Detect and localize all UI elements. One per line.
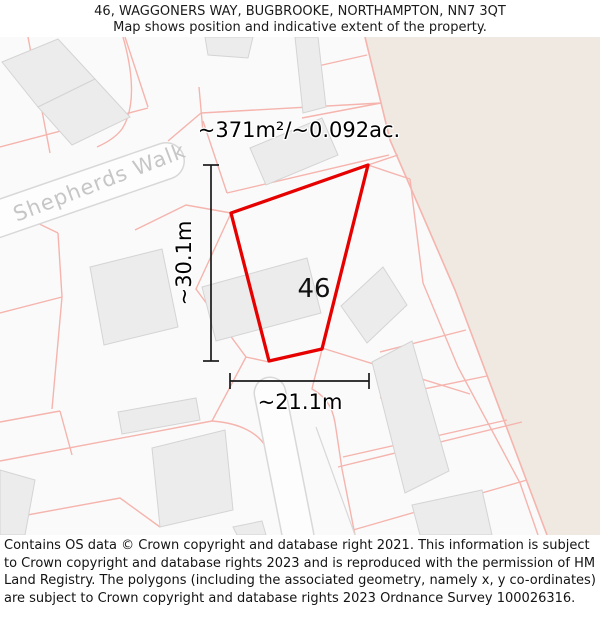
building [295, 37, 326, 113]
building [412, 490, 492, 535]
building [372, 341, 449, 493]
area-label: ~371m²/~0.092ac. [197, 118, 401, 142]
building [0, 470, 35, 535]
building [341, 267, 407, 343]
plot-number-label: 46 [297, 274, 331, 304]
width-measurement-label: ~21.1m [257, 390, 343, 414]
street-name-label: Shepherds Walk [9, 138, 190, 227]
property-address-title: 46, WAGGONERS WAY, BUGBROOKE, NORTHAMPTON, NN7 3QT [94, 4, 506, 19]
height-measurement-label: ~30.1m [172, 220, 196, 306]
waggoners-way-culdesac-road [270, 393, 355, 535]
map-svg [0, 37, 600, 535]
map-description: Map shows position and indicative extent of the property. [113, 20, 487, 35]
height-measurement [172, 165, 219, 361]
building [118, 398, 200, 434]
map-canvas [0, 37, 600, 535]
building [90, 249, 178, 345]
width-measurement [230, 373, 369, 414]
header [0, 0, 600, 37]
building [152, 430, 233, 527]
copyright-text: Contains OS data © Crown copyright and database right 2021. This information is subject to Crown copyright and database rights 2023 and is reproduced with the permission of HM Land Registry. The polygons (including the associated geometry, namely x, y co-ordinates) are subject to Crown copyright and database rights 2023 Ordnance Survey 100026316. [4, 538, 596, 606]
building [233, 521, 266, 535]
building [205, 37, 253, 58]
copyright-footer [0, 535, 600, 625]
